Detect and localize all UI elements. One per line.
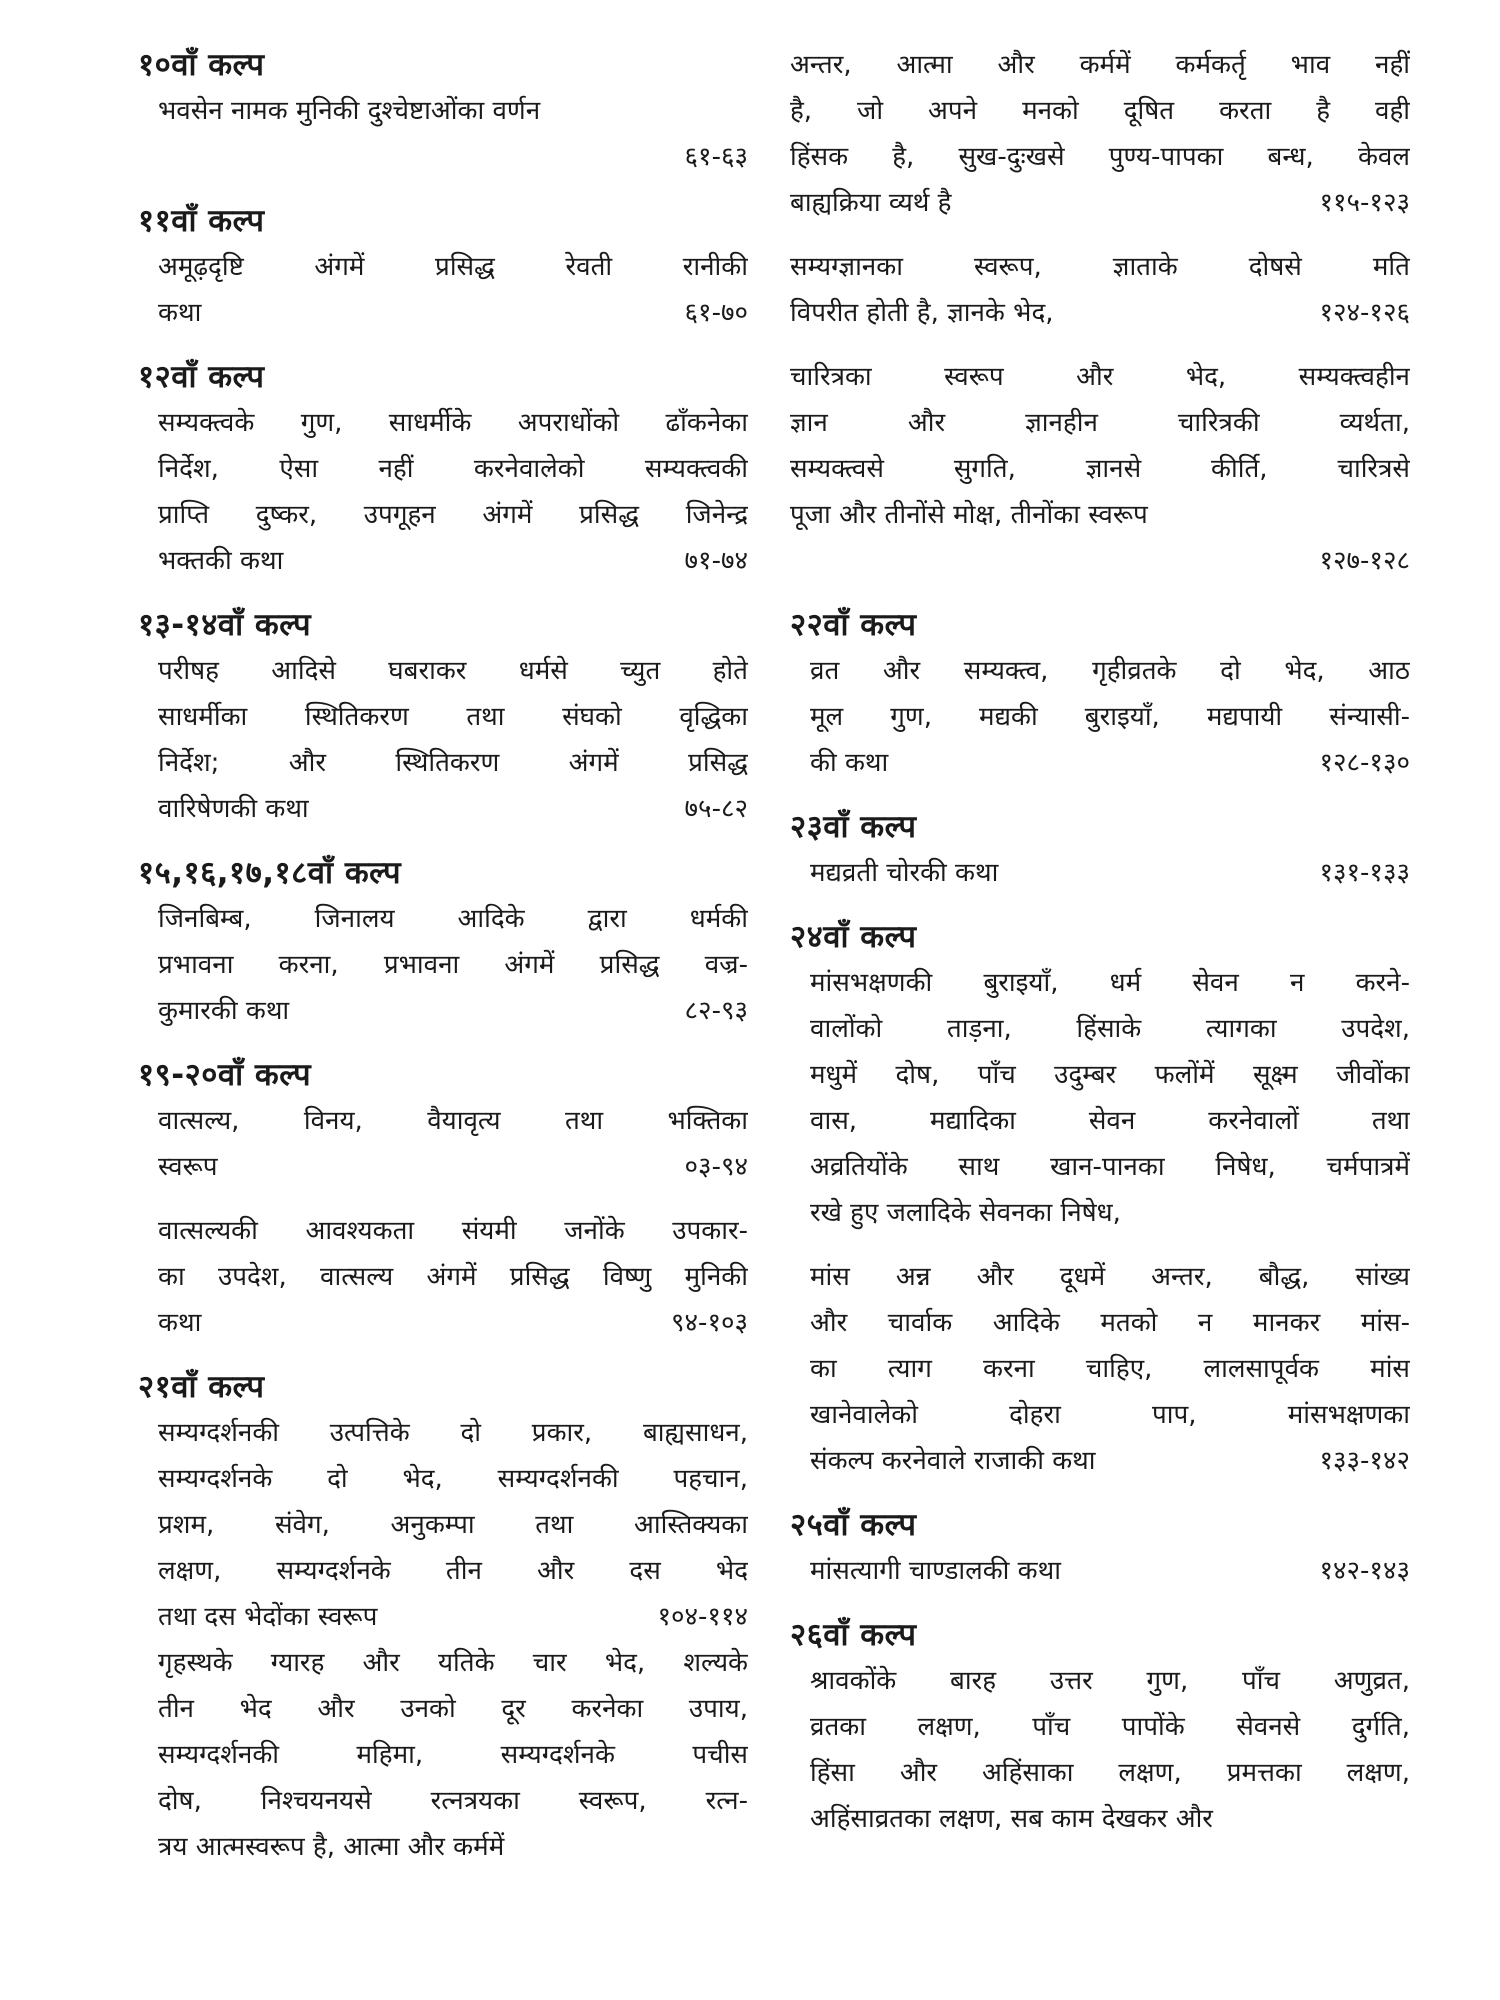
section-heading: १०वाँ कल्प bbox=[138, 47, 265, 83]
page-range: ६१-६३ bbox=[684, 142, 748, 172]
page-range: ८२-९३ bbox=[684, 996, 748, 1026]
section bbox=[138, 850, 748, 1034]
contents-entry bbox=[158, 1208, 748, 1346]
entry-line: परीषह आदिसे घबराकर धर्मसे च्युत होते bbox=[158, 656, 748, 686]
contents-entry bbox=[158, 1098, 748, 1190]
page-range: ६१-७० bbox=[684, 298, 748, 328]
entry-text: कथा bbox=[158, 298, 202, 328]
contents-entry bbox=[158, 1410, 748, 1640]
entry-line bbox=[158, 988, 748, 1034]
page-range: १३३-१४२ bbox=[1319, 1446, 1410, 1476]
entry-line: श्रावकोंके बारह उत्तर गुण, पाँच अणुव्रत, bbox=[810, 1666, 1410, 1696]
section-heading: ११वाँ कल्प bbox=[138, 203, 265, 239]
entry-line: व्रतका लक्षण, पाँच पापोंके सेवनसे दुर्गति, bbox=[810, 1712, 1410, 1742]
entry-line: खानेवालेको दोहरा पाप, मांसभक्षणका bbox=[810, 1400, 1410, 1430]
section bbox=[790, 914, 1410, 1484]
entry-line: भवसेन नामक मुनिकी दुश्चेष्टाओंका वर्णन bbox=[158, 96, 541, 126]
entry-line: सम्यग्दर्शनकी उत्पत्तिके दो प्रकार, बाह्यसाधन, bbox=[158, 1418, 748, 1448]
entry-line: सम्यक्त्वके गुण, साधर्मीके अपराधोंको ढाँकनेका bbox=[158, 408, 748, 438]
entry-line: है, जो अपने मनको दूषित करता है वही bbox=[790, 96, 1410, 126]
right-column bbox=[790, 42, 1410, 1860]
entry-line: गृहस्थके ग्यारह और यतिके चार भेद, शल्यके bbox=[158, 1648, 748, 1678]
section bbox=[790, 804, 1410, 896]
section-heading: २६वाँ कल्प bbox=[790, 1617, 917, 1653]
entry-text: कुमारकी कथा bbox=[158, 996, 290, 1026]
entry-line bbox=[810, 1438, 1410, 1484]
entry-line: मूल गुण, मद्यकी बुराइयाँ, मद्यपायी संन्यासी- bbox=[810, 702, 1410, 732]
entry-line: त्रय आत्मस्वरूप है, आत्मा और कर्ममें bbox=[158, 1832, 505, 1862]
entry-line: दोष, निश्चयनयसे रत्नत्रयका स्वरूप, रत्न- bbox=[158, 1786, 748, 1816]
entry-line: साधर्मीका स्थितिकरण तथा संघको वृद्धिका bbox=[158, 702, 748, 732]
section bbox=[790, 42, 1410, 584]
section-heading: २५वाँ कल्प bbox=[790, 1507, 917, 1543]
entry-line: लक्षण, सम्यग्दर्शनके तीन और दस भेद bbox=[158, 1556, 748, 1586]
entry-line: वात्सल्यकी आवश्यकता संयमी जनोंके उपकार- bbox=[158, 1216, 748, 1246]
entry-text: स्वरूप bbox=[158, 1152, 218, 1182]
entry-text: की कथा bbox=[810, 748, 889, 778]
page-range: १२८-१३० bbox=[1319, 748, 1410, 778]
page-range: १३१-१३३ bbox=[1319, 858, 1410, 888]
section bbox=[790, 1502, 1410, 1594]
entry-line: वास, मद्यादिका सेवन करनेवालों तथा bbox=[810, 1106, 1410, 1136]
entry-line: वालोंको ताड़ना, हिंसाके त्यागका उपदेश, bbox=[810, 1014, 1410, 1044]
entry-line: अहिंसाव्रतका लक्षण, सब काम देखकर और bbox=[810, 1804, 1213, 1834]
page-range: ०३-९४ bbox=[684, 1152, 748, 1182]
entry-line: सम्यग्ज्ञानका स्वरूप, ज्ञाताके दोषसे मति bbox=[790, 252, 1410, 282]
section bbox=[138, 198, 748, 336]
entry-line: का त्याग करना चाहिए, लालसापूर्वक मांस bbox=[810, 1354, 1410, 1384]
entry-line bbox=[790, 290, 1410, 336]
contents-entry bbox=[810, 1658, 1410, 1842]
entry-line bbox=[158, 786, 748, 832]
entry-line: सम्यग्दर्शनकी महिमा, सम्यग्दर्शनके पचीस bbox=[158, 1740, 748, 1770]
section-heading: १५,१६,१७,१८वाँ कल्प bbox=[138, 855, 402, 891]
entry-line: और चार्वाक आदिके मतको न मानकर मांस- bbox=[810, 1308, 1410, 1338]
contents-entry bbox=[158, 648, 748, 832]
section bbox=[138, 1364, 748, 1870]
section bbox=[790, 1612, 1410, 1842]
section bbox=[138, 42, 748, 180]
page-range: १०४-११४ bbox=[657, 1602, 748, 1632]
entry-line: सम्यग्दर्शनके दो भेद, सम्यग्दर्शनकी पहचान, bbox=[158, 1464, 748, 1494]
entry-line: चारित्रका स्वरूप और भेद, सम्यक्त्वहीन bbox=[790, 362, 1410, 392]
section bbox=[138, 1052, 748, 1346]
entry-line bbox=[158, 1300, 748, 1346]
contents-entry bbox=[810, 850, 1410, 896]
entry-text: विपरीत होती है, ज्ञानके भेद, bbox=[790, 298, 1054, 328]
section-heading: १२वाँ कल्प bbox=[138, 359, 265, 395]
left-column bbox=[138, 42, 748, 1888]
entry-line: अन्तर, आत्मा और कर्ममें कर्मकर्तृ भाव नहीं bbox=[790, 50, 1410, 80]
entry-text: बाह्यक्रिया व्यर्थ है bbox=[790, 188, 952, 218]
entry-line: मधुमें दोष, पाँच उदुम्बर फलोंमें सूक्ष्म जीवोंका bbox=[810, 1060, 1410, 1090]
contents-entry bbox=[158, 88, 748, 180]
entry-line: हिंसक है, सुख-दुःखसे पुण्य-पापका बन्ध, केवल bbox=[790, 142, 1410, 172]
section bbox=[790, 602, 1410, 786]
entry-line bbox=[810, 1548, 1410, 1594]
contents-entry bbox=[158, 400, 748, 584]
entry-line: अमूढ़दृष्टि अंगमें प्रसिद्ध रेवती रानीकी bbox=[158, 252, 748, 282]
contents-entry bbox=[790, 42, 1410, 226]
entry-line: जिनबिम्ब, जिनालय आदिके द्वारा धर्मकी bbox=[158, 904, 748, 934]
entry-line: प्राप्ति दुष्कर, उपगूहन अंगमें प्रसिद्ध जिनेन्द्र bbox=[158, 500, 748, 530]
page-range: ७५-८२ bbox=[684, 794, 748, 824]
entry-line: हिंसा और अहिंसाका लक्षण, प्रमत्तका लक्षण, bbox=[810, 1758, 1410, 1788]
entry-line: सम्यक्त्वसे सुगति, ज्ञानसे कीर्ति, चारित्रसे bbox=[790, 454, 1410, 484]
entry-text: मांसत्यागी चाण्डालकी कथा bbox=[810, 1556, 1061, 1586]
entry-line: रखे हुए जलादिके सेवनका निषेध, bbox=[810, 1198, 1121, 1228]
entry-line: वात्सल्य, विनय, वैयावृत्य तथा भक्तिका bbox=[158, 1106, 748, 1136]
section-heading: २४वाँ कल्प bbox=[790, 919, 917, 955]
entry-text: संकल्प करनेवाले राजाकी कथा bbox=[810, 1446, 1096, 1476]
section bbox=[138, 602, 748, 832]
entry-line bbox=[158, 1594, 748, 1640]
entry-line: मांस अन्न और दूधमें अन्तर, बौद्ध, सांख्य bbox=[810, 1262, 1410, 1292]
entry-line: तीन भेद और उनको दूर करनेका उपाय, bbox=[158, 1694, 748, 1724]
entry-text: तथा दस भेदोंका स्वरूप bbox=[158, 1602, 378, 1632]
entry-text: वारिषेणकी कथा bbox=[158, 794, 309, 824]
entry-line: व्रत और सम्यक्त्व, गृहीव्रतके दो भेद, आठ bbox=[810, 656, 1410, 686]
entry-line: मांसभक्षणकी बुराइयाँ, धर्म सेवन न करने- bbox=[810, 968, 1410, 998]
contents-entry bbox=[810, 1254, 1410, 1484]
page-range: ११५-१२३ bbox=[1319, 188, 1410, 218]
entry-line: निर्देश, ऐसा नहीं करनेवालेको सम्यक्त्वकी bbox=[158, 454, 748, 484]
entry-line: प्रभावना करना, प्रभावना अंगमें प्रसिद्ध वज्र- bbox=[158, 950, 748, 980]
entry-text: कथा bbox=[158, 1308, 202, 1338]
entry-line bbox=[810, 740, 1410, 786]
entry-line: ज्ञान और ज्ञानहीन चारित्रकी व्यर्थता, bbox=[790, 408, 1410, 438]
page-range: १२७-१२८ bbox=[1319, 546, 1410, 576]
contents-entry bbox=[790, 354, 1410, 584]
contents-entry bbox=[810, 648, 1410, 786]
section-heading: २१वाँ कल्प bbox=[138, 1369, 265, 1405]
entry-text: मद्यव्रती चोरकी कथा bbox=[810, 858, 999, 888]
section-heading: १३-१४वाँ कल्प bbox=[138, 607, 312, 643]
entry-line bbox=[158, 290, 748, 336]
entry-line bbox=[790, 180, 1410, 226]
entry-line: निर्देश; और स्थितिकरण अंगमें प्रसिद्ध bbox=[158, 748, 748, 778]
page-range: १४२-१४३ bbox=[1319, 1556, 1410, 1586]
section-heading: २३वाँ कल्प bbox=[790, 809, 917, 845]
contents-entry bbox=[810, 960, 1410, 1236]
entry-line: प्रशम, संवेग, अनुकम्पा तथा आस्तिक्यका bbox=[158, 1510, 748, 1540]
entry-line: पूजा और तीनोंसे मोक्ष, तीनोंका स्वरूप bbox=[790, 500, 1148, 530]
page-range: ७१-७४ bbox=[684, 546, 748, 576]
page-range: ९४-१०३ bbox=[671, 1308, 748, 1338]
section bbox=[138, 354, 748, 584]
entry-line bbox=[810, 850, 1410, 896]
contents-entry bbox=[158, 244, 748, 336]
section-heading: १९-२०वाँ कल्प bbox=[138, 1057, 312, 1093]
entry-line bbox=[158, 1144, 748, 1190]
entry-line bbox=[158, 538, 748, 584]
page-range: १२४-१२६ bbox=[1319, 298, 1410, 328]
entry-text: भक्तकी कथा bbox=[158, 546, 284, 576]
contents-entry bbox=[790, 244, 1410, 336]
entry-line: अव्रतियोंके साथ खान-पानका निषेध, चर्मपात्रमें bbox=[810, 1152, 1410, 1182]
entry-line: का उपदेश, वात्सल्य अंगमें प्रसिद्ध विष्णु मुनिकी bbox=[158, 1262, 748, 1292]
section-heading: २२वाँ कल्प bbox=[790, 607, 917, 643]
contents-entry bbox=[158, 1640, 748, 1870]
contents-entry bbox=[810, 1548, 1410, 1594]
contents-entry bbox=[158, 896, 748, 1034]
